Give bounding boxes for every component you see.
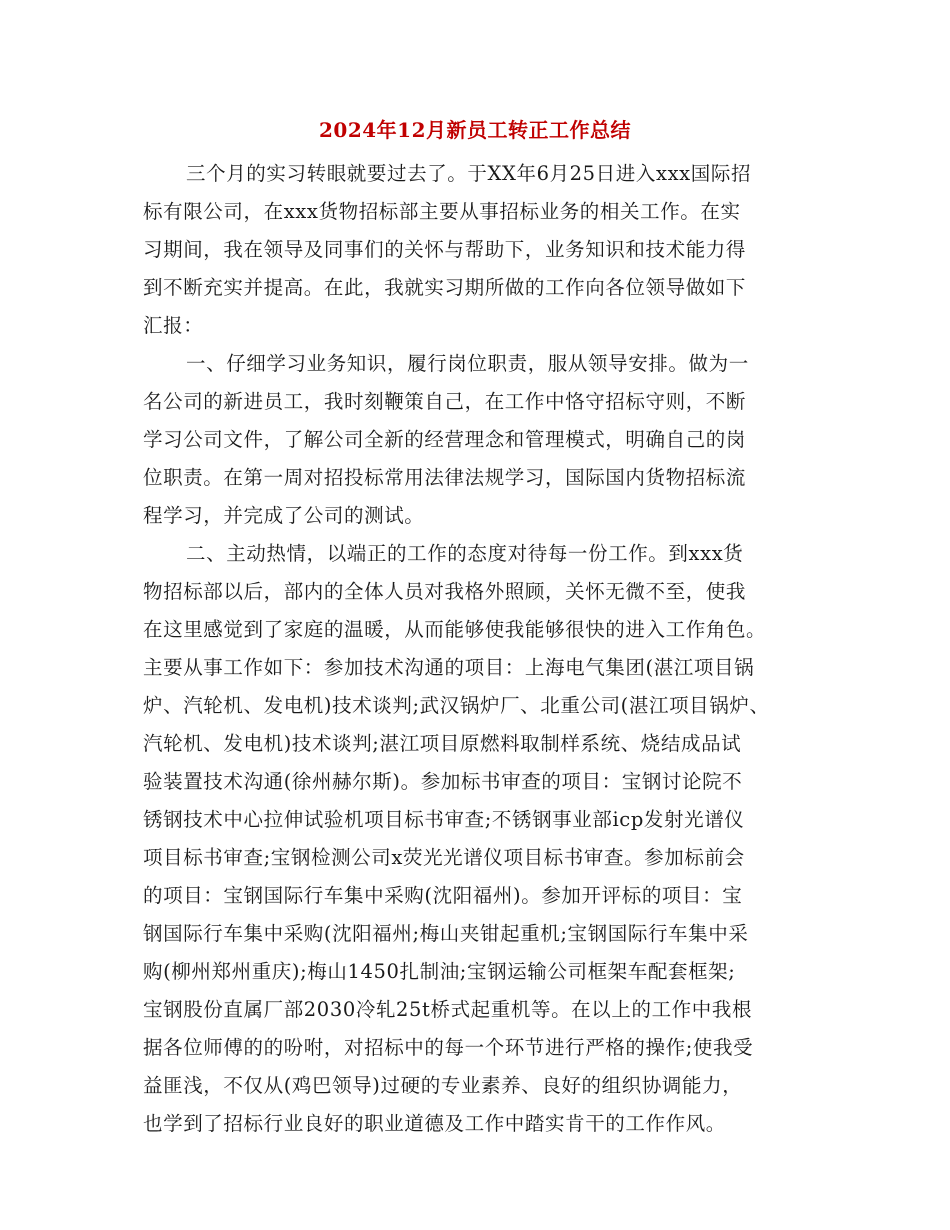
paragraph-line: 购(柳州郑州重庆);梅山1450扎制油;宝钢运输公司框架车配套框架; [143,960,736,983]
paragraph-line: 汇报： [143,314,204,337]
paragraph-line: 主要从事工作如下：参加技术沟通的项目：上海电气集团(湛江项目锅 [143,656,755,679]
paragraph-line: 物招标部以后，部内的全体人员对我格外照顾，关怀无微不至，使我 [143,580,747,603]
paragraph-line: 锈钢技术中心拉伸试验机项目标书审查;不锈钢事业部icp发射光谱仪 [143,808,745,831]
paragraph-line: 位职责。在第一周对招投标常用法律法规学习，国际国内货物招标流 [143,466,747,489]
paragraph-line: 宝钢股份直属厂部2030冷轧25t桥式起重机等。在以上的工作中我根 [143,998,753,1021]
paragraph-line: 钢国际行车集中采购(沈阳福州;梅山夹钳起重机;宝钢国际行车集中采 [143,922,749,945]
paragraph-line: 到不断充实并提高。在此，我就实习期所做的工作向各位领导做如下 [143,276,747,299]
paragraph-line: 益匪浅，不仅从(鸡巴领导)过硬的专业素养、良好的组织协调能力， [143,1074,743,1097]
paragraph-line: 也学到了招标行业良好的职业道德及工作中踏实肯干的工作作风。 [143,1112,726,1135]
paragraph-line: 程学习，并完成了公司的测试。 [143,504,425,527]
paragraph-line: 项目标书审查;宝钢检测公司x荧光光谱仪项目标书审查。参加标前会 [143,846,745,869]
paragraph-line: 在这里感觉到了家庭的温暖，从而能够使我能够很快的进入工作角色。 [143,618,767,641]
paragraph-line: 据各位师傅的的吩咐，对招标中的每一个环节进行严格的操作;使我受 [143,1036,754,1059]
paragraph-line: 学习公司文件，了解公司全新的经营理念和管理模式，明确自己的岗 [143,428,747,451]
paragraph-line: 标有限公司，在xxx货物招标部主要从事招标业务的相关工作。在实 [143,200,741,223]
paragraph-line: 名公司的新进员工，我时刻鞭策自己，在工作中恪守招标守则，不断 [143,390,747,413]
paragraph-line: 一、仔细学习业务知识，履行岗位职责，服从领导安排。做为一 [186,352,749,375]
paragraph-line: 验装置技术沟通(徐州赫尔斯)。参加标书审查的项目：宝钢讨论院不 [143,770,743,793]
paragraph-line: 汽轮机、发电机)技术谈判;湛江项目原燃料取制样系统、烧结成品试 [143,732,742,755]
paragraph-line: 炉、汽轮机、发电机)技术谈判;武汉锅炉厂、北重公司(湛江项目锅炉、 [143,694,770,717]
paragraph-line: 的项目：宝钢国际行车集中采购(沈阳福州)。参加开评标的项目：宝 [143,884,743,907]
paragraph-line: 三个月的实习转眼就要过去了。于XX年6月25日进入xxx国际招 [186,162,752,185]
paragraph-line: 习期间，我在领导及同事们的关怀与帮助下，业务知识和技术能力得 [143,238,747,261]
paragraph-line: 二、主动热情，以端正的工作的态度对待每一份工作。到xxx货 [186,542,744,565]
document-title: 2024年12月新员工转正工作总结 [319,118,631,142]
